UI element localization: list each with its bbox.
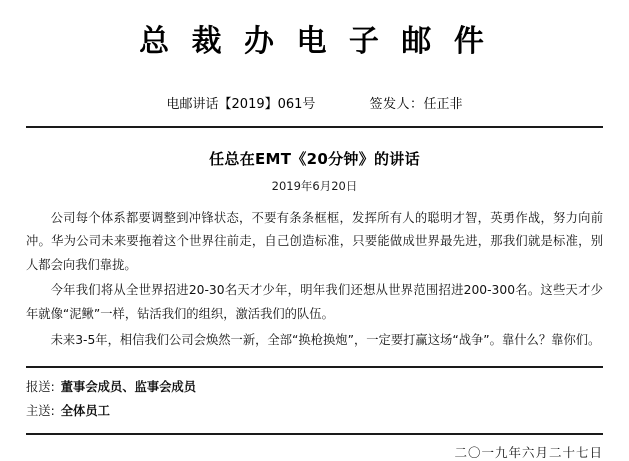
divider-bottom <box>26 366 603 368</box>
distribution-label: 报送: <box>26 380 55 395</box>
distribution-row <box>26 400 603 423</box>
issue-number: 电邮讲话【2019】061号 <box>166 96 316 112</box>
distribution-row <box>26 376 603 399</box>
body-paragraph: 公司每个体系都要调整到冲锋状态，不要有条条框框，发挥所有人的聪明才智，英勇作战，努力向前冲。华为公司未来要拖着这个世界往前走，自己创造标准，只要能做成世界最先进，那我们就是标准，别人都会向我们靠拢。 <box>26 210 603 272</box>
distribution-label: 主送: <box>26 403 55 418</box>
distribution-value: 董事会成员、监事会成员 <box>60 380 197 395</box>
body-paragraph: 未来3-5年，相信我们公司会焕然一新，全部“换枪换炮”，一定要打赢这场“战争”。靠什么？靠你们。 <box>50 332 601 347</box>
distribution-list <box>26 376 603 423</box>
document-date: 2019年6月20日 <box>271 178 358 193</box>
divider-top <box>26 126 603 128</box>
distribution-value: 全体员工 <box>60 403 110 418</box>
document-meta <box>26 93 603 112</box>
signer <box>369 93 462 112</box>
document-subject: 任总在EMT《20分钟》的讲话 <box>209 149 420 168</box>
signer-name: 任正非 <box>423 96 463 112</box>
signer-label: 签发人： <box>369 96 424 112</box>
divider-footer <box>26 433 603 435</box>
body-paragraph: 今年我们将从全世界招进20-30名天才少年，明年我们还想从世界范围招进200-300名。这些天才少年就像“泥鳅”一样，钻活我们的组织，激活我们的队伍。 <box>26 283 603 321</box>
page-title: 总 裁 办 电 子 邮 件 <box>139 24 490 59</box>
sign-date: 二〇一九年六月二十七日 <box>454 444 603 460</box>
document-page <box>0 22 629 460</box>
document-body <box>26 207 603 353</box>
